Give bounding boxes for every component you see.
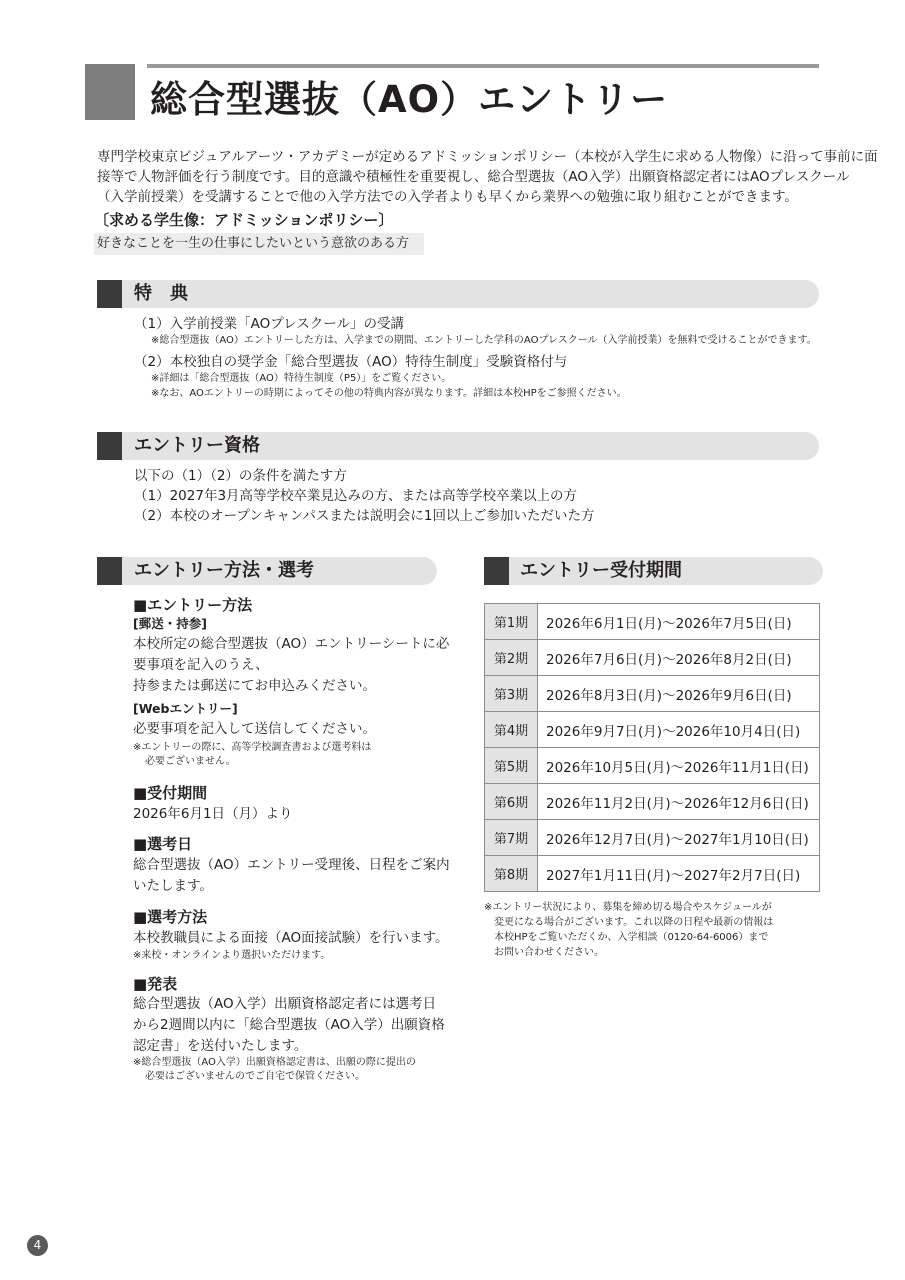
- eligibility-line: 以下の（1）（2）の条件を満たす方: [134, 468, 347, 484]
- eligibility-line: （2）本校のオープンキャンパスまたは説明会に1回以上ご参加いただいた方: [134, 508, 595, 524]
- title-rule: [147, 64, 819, 68]
- exam-method-text: 本校教職員による面接（AO面接試験）を行います。: [133, 930, 449, 946]
- term-cell: 第4期: [485, 712, 538, 748]
- result-note: 必要はございませんのでご自宅で保管ください。: [145, 1071, 365, 1082]
- result-line: 認定書」を送付いたします。: [133, 1038, 308, 1054]
- dates-cell: 2026年9月7日(月)～2026年10月4日(日): [538, 712, 820, 748]
- entry-method-heading: ■エントリー方法: [133, 596, 253, 614]
- title-marker: [85, 64, 135, 120]
- period-note: 本校HPをご覧いただくか、入学相談（0120-64-6006）まで: [494, 932, 769, 943]
- web-entry-note: ※エントリーの際に、高等学校調査書および選考料は: [133, 742, 372, 753]
- period-heading: エントリー受付期間: [520, 560, 682, 581]
- period-note: 変更になる場合がございます。これ以降の日程や最新の情報は: [494, 917, 774, 928]
- exam-method-note: ※来校・オンラインより選択いただけます。: [133, 950, 331, 961]
- benefit-item-2-note: ※詳細は「総合型選抜（AO）特待生制度（P5）」をご覧ください。: [151, 373, 452, 384]
- benefit-item-2: （2）本校独自の奨学金「総合型選抜（AO）特待生制度」受験資格付与: [134, 354, 568, 370]
- dates-cell: 2026年12月7日(月)～2027年1月10日(日): [538, 820, 820, 856]
- term-cell: 第6期: [485, 784, 538, 820]
- result-heading: ■発表: [133, 975, 178, 993]
- dates-cell: 2026年10月5日(月)～2026年11月1日(日): [538, 748, 820, 784]
- eligibility-line: （1）2027年3月高等学校卒業見込みの方、または高等学校卒業以上の方: [134, 488, 578, 504]
- intro-line: 接等で人物評価を行う制度です。目的意識や積極性を重要視し、総合型選抜（AO入学）出願資格認定者にはAOプレスクール: [97, 169, 850, 185]
- policy-text: 好きなことを一生の仕事にしたいという意欲のある方: [97, 236, 410, 251]
- exam-date-line: いたします。: [133, 878, 213, 894]
- result-note: ※総合型選抜（AO入学）出願資格認定書は、出願の際に提出の: [133, 1057, 416, 1068]
- period-table: [484, 603, 820, 892]
- intro-paragraph: [97, 147, 878, 207]
- benefits-header-bar: [97, 280, 819, 308]
- intro-line: 専門学校東京ビジュアルアーツ・アカデミーが定めるアドミッションポリシー（本校が入学生に求める人物像）に沿って事前に面: [97, 149, 878, 165]
- exam-date-heading: ■選考日: [133, 835, 193, 853]
- web-entry-note: 必要ございません。: [145, 756, 236, 767]
- term-cell: 第2期: [485, 640, 538, 676]
- reception-text: 2026年6月1日（月）より: [133, 806, 293, 822]
- policy-heading: 〔求める学生像：アドミッションポリシー〕: [94, 211, 394, 229]
- result-line: 総合型選抜（AO入学）出願資格認定者には選考日: [133, 996, 437, 1012]
- intro-line: （入学前授業）を受講することで他の入学方法での入学者よりも早くから業界への勉強に取り組むことができます。: [97, 189, 798, 205]
- dates-cell: 2026年8月3日(月)～2026年9月6日(日): [538, 676, 820, 712]
- period-note: ※エントリー状況により、募集を締め切る場合やスケジュールが: [484, 902, 772, 913]
- exam-date-line: 総合型選抜（AO）エントリー受理後、日程をご案内: [133, 857, 450, 873]
- dates-cell: 2026年11月2日(月)～2026年12月6日(日): [538, 784, 820, 820]
- method-heading: エントリー方法・選考: [134, 560, 314, 581]
- exam-method-heading: ■選考方法: [133, 908, 208, 926]
- table-row: [485, 676, 820, 712]
- period-note: お問い合わせください。: [494, 947, 604, 958]
- term-cell: 第7期: [485, 820, 538, 856]
- page-title: 総合型選抜（AO）エントリー: [150, 78, 669, 121]
- eligibility-header-marker: [97, 432, 122, 460]
- page-number: 4: [27, 1235, 48, 1256]
- mail-entry-line: 本校所定の総合型選抜（AO）エントリーシートに必: [133, 636, 450, 652]
- benefit-item-1: （1）入学前授業「AOプレスクール」の受講: [134, 316, 404, 332]
- table-row: [485, 820, 820, 856]
- mail-entry-line: 持参または郵送にてお申込みください。: [133, 678, 376, 694]
- table-row: [485, 784, 820, 820]
- table-row: [485, 856, 820, 892]
- dates-cell: 2026年6月1日(月)～2026年7月5日(日): [538, 604, 820, 640]
- dates-cell: 2027年1月11日(月)～2027年2月7日(日): [538, 856, 820, 892]
- term-cell: 第1期: [485, 604, 538, 640]
- result-line: から2週間以内に「総合型選抜（AO入学）出願資格: [133, 1017, 445, 1033]
- table-row: [485, 748, 820, 784]
- web-entry-line: 必要事項を記入して送信してください。: [133, 721, 376, 737]
- dates-cell: 2026年7月6日(月)～2026年8月2日(日): [538, 640, 820, 676]
- table-row: [485, 712, 820, 748]
- benefits-header-marker: [97, 280, 122, 308]
- benefit-item-2-note: ※なお、AOエントリーの時期によってその他の特典内容が異なります。詳細は本校HPをご参照ください。: [151, 388, 627, 399]
- web-entry-label: [Webエントリー]: [133, 701, 238, 716]
- table-row: [485, 604, 820, 640]
- period-header-marker: [484, 557, 509, 585]
- benefit-item-1-note: ※総合型選抜（AO）エントリーした方は、入学までの期間、エントリーした学科のAOプレスクール（入学前授業）を無料で受けることができます。: [151, 335, 817, 346]
- reception-heading: ■受付期間: [133, 784, 208, 802]
- benefits-heading: 特 典: [134, 283, 188, 304]
- eligibility-heading: エントリー資格: [134, 435, 260, 456]
- mail-entry-line: 要事項を記入のうえ、: [133, 657, 269, 673]
- method-header-marker: [97, 557, 122, 585]
- table-row: [485, 640, 820, 676]
- term-cell: 第8期: [485, 856, 538, 892]
- term-cell: 第3期: [485, 676, 538, 712]
- mail-entry-label: [郵送・持参]: [133, 616, 207, 631]
- term-cell: 第5期: [485, 748, 538, 784]
